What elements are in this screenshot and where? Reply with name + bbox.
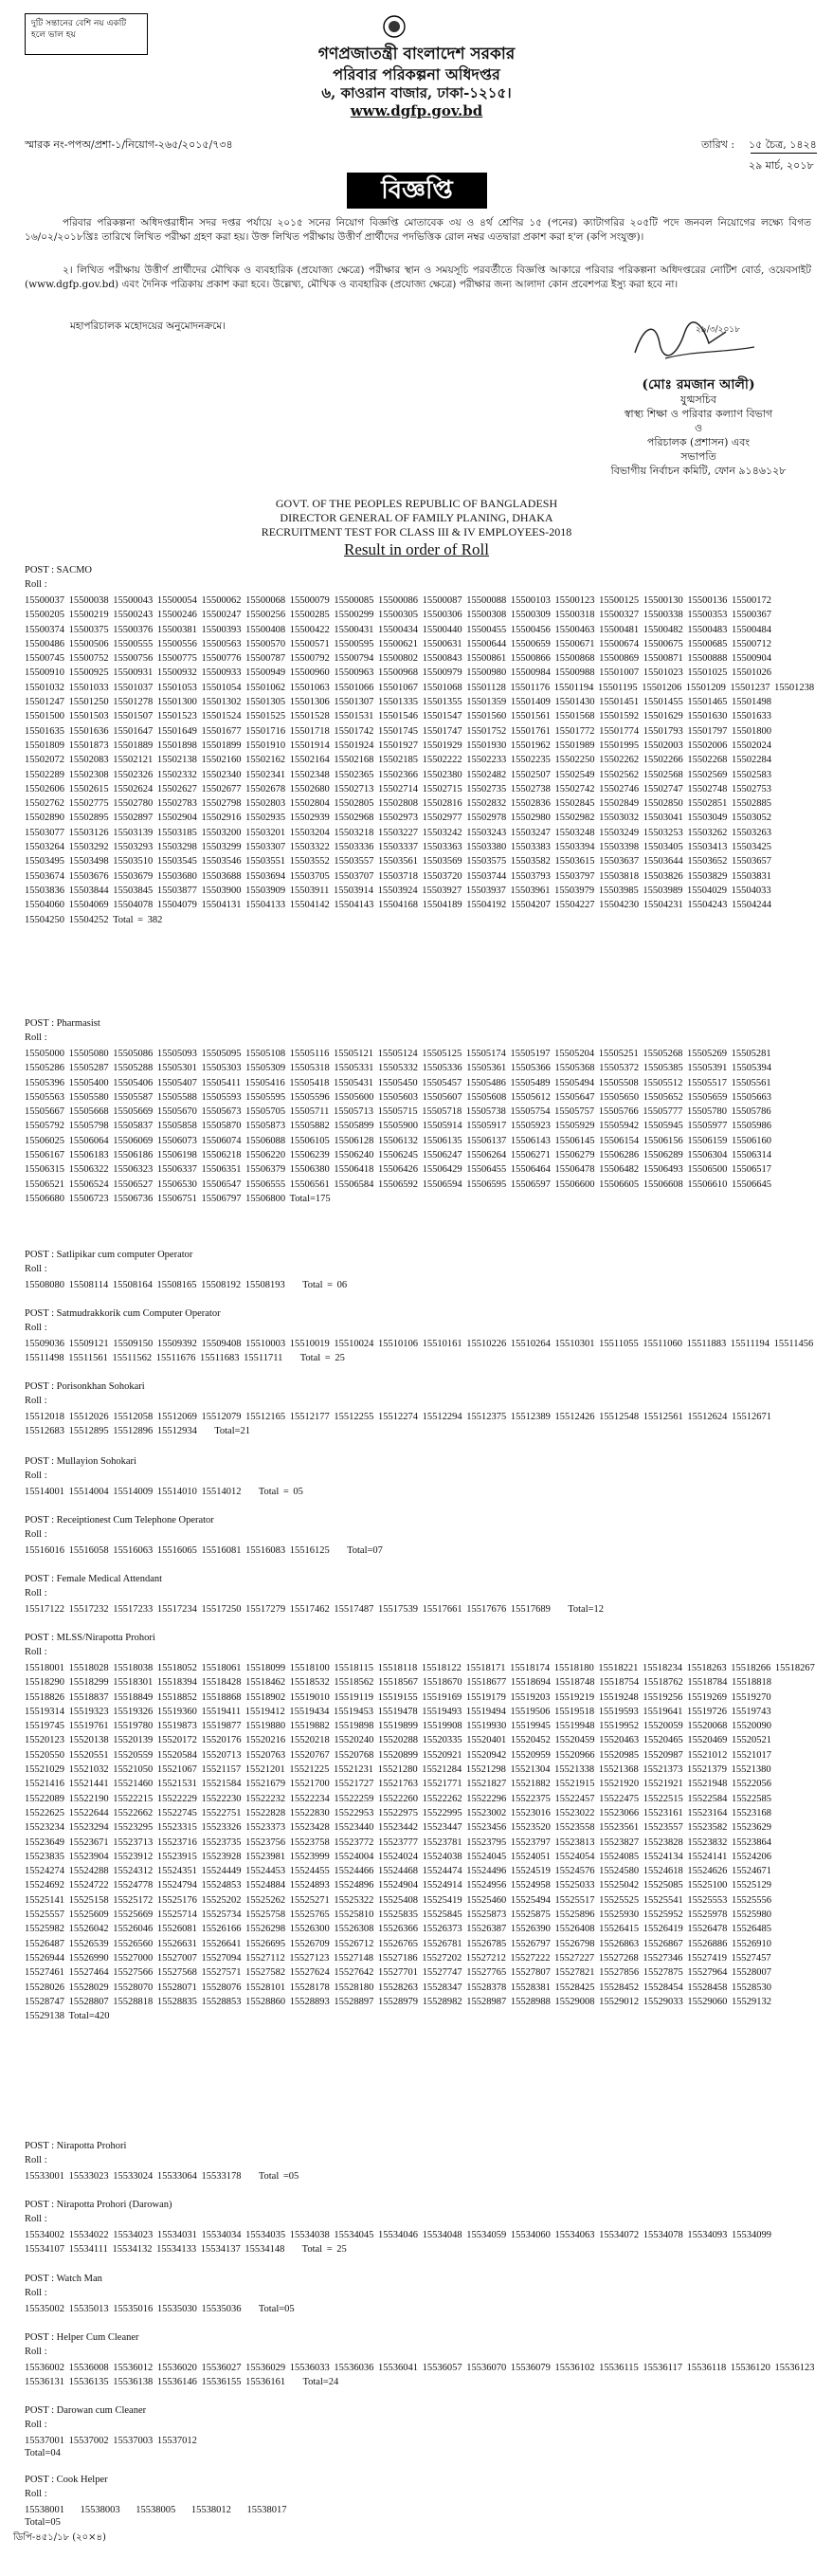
post-total: Total = 05 xyxy=(258,1487,303,1497)
post-total: Total=12 xyxy=(568,1604,605,1615)
roll-list: 15512018 15512026 15512058 15512069 15512079 15512165 15512177 15512255 15512274 15512294 15512375 15512389 15512426 15512548 15512561 15512624 15512671 15512683 15512895 15512896 15512934 xyxy=(25,1412,771,1437)
signer-title-2: স্বাস্থ্য শিক্ষা ও পরিবার কল্যাণ বিভাগ xyxy=(624,408,773,420)
post-total: Total=05 xyxy=(25,2517,61,2528)
post-title: POST : Pharmasist xyxy=(25,1018,100,1029)
date-bangla: ১৫ চৈত্র, ১৪২৪ xyxy=(749,138,817,151)
signature-image xyxy=(627,315,760,366)
signer-title-1: যুগ্মসচিব xyxy=(680,393,716,406)
post-title: POST : Helper Cum Cleaner xyxy=(25,2332,139,2343)
roll-list: 15516016 15516058 15516063 15516065 15516081 15516083 15516125 xyxy=(25,1545,330,1556)
date-label: তারিখ : xyxy=(701,138,735,151)
post-total: Total=420 xyxy=(68,2011,110,2022)
post-title: POST : Receiptionest Cum Telephone Operator xyxy=(25,1515,214,1526)
roll-label: Roll : xyxy=(25,1471,47,1481)
date-divider xyxy=(751,153,817,154)
post-title: POST : SACMO xyxy=(25,565,92,575)
paragraph-1: পরিবার পরিকল্পনা অধিদপ্তরাধীন সদর দপ্তর পর্যায়ে ২০১৫ সনের নিয়োগ বিজ্ঞপ্তি মোতাবেক ৩য় ও ৪র্থ শ্রেণির ১৫ (পনের) ক্যাটাগরির ২০৫টি পদে জনবল নিয়োগের লক্ষ্যে বিগত ১৬/০২/২০১৮খ্রিঃ তারিখে লিখিত পরীক্ষা গ্রহণ করা হয়। উক্ত লিখিত পরীক্ষায় উত্তীর্ণ প্রার্থীদের পদভিত্তিক রোল নম্বর এতদ্বারা প্রকাশ করা হ'ল (কপি সংযুক্ত)। xyxy=(25,217,811,243)
roll-label: Roll : xyxy=(25,1264,47,1274)
signer-title-3: ও xyxy=(694,422,703,434)
roll-label: Roll : xyxy=(25,2489,47,2499)
signature-date: ২৯/৩/২০১৮ xyxy=(696,325,740,335)
post-total: Total = 25 xyxy=(301,2244,347,2256)
roll-label: Roll : xyxy=(25,1588,47,1599)
post-total: Total=24 xyxy=(302,2377,339,2388)
roll-list: 15508080 15508114 15508164 15508165 15508192 15508193 xyxy=(25,1280,285,1290)
family-planning-slogan-box: দুটি সন্তানের বেশি নয় একটি হলে ভাল হয় xyxy=(25,13,148,55)
post-title: POST : Nirapotta Prohori xyxy=(25,2141,127,2151)
post-total: Total=04 xyxy=(25,2448,61,2458)
paragraph-2: ২। লিখিত পরীক্ষায় উত্তীর্ণ প্রার্থীদের মৌখিক ও ব্যবহারিক (প্রযোজ্য ক্ষেত্রে) পরীক্ষার স্থান ও সময়সূচি পরবর্তীতে বিজ্ঞপ্তি আকারে পরিবার পরিকল্পনা অধিদপ্তরের নোটিশ বোর্ড, ওয়েবসাইট (www.dgfp.gov.bd) এবং দৈনিক পত্রিকায় প্রকাশ করা হবে। উল্লেখ্য, মৌখিক ও ব্যবহারিক (প্রযোজ্য ক্ষেত্রে) পরীক্ষার জন্য আলাদা কোন প্রবেশপত্র ইস্যু করা হবে না। xyxy=(25,265,811,290)
post-title: POST : Mullayion Sohokari xyxy=(25,1456,136,1467)
post-total: Total=175 xyxy=(289,1193,331,1204)
roll-label: Roll : xyxy=(25,1396,47,1406)
post-title: POST : Watch Man xyxy=(25,2274,102,2284)
post-total: Total =05 xyxy=(258,2171,299,2182)
english-header-2: DIRECTOR GENERAL OF FAMILY PLANING, DHAKA xyxy=(280,511,553,524)
roll-list: 15505000 15505080 15505086 15505093 15505095 15505108 15505116 15505121 15505124 15505125 15505174 15505197 15505204 15505251 15505268 15505269 15505281 15505286 15505287 15505288 15505301 15505303 15505309 15505318 15505331 15505332 15505336 15505361 15505366 15505368 15505372 15505385 15505391 15505394 15505396 15505400 15505406 15505407 15505411 15505416 15505418 15505431 15505450 15505457 15505486 15505489 15505494 15505508 15505512 15505517 15505561 15505563 15505580 15505587 15505588 15505593 15505595 15505596 15505600 15505603 15505607 15505608 15505612 15505647 15505650 15505652 15505659 15505663 15505667 15505668 15505669 15505670 15505673 15505705 15505711 15505713 15505715 15505718 15505738 15505754 15505757 15505766 15505777 15505780 15505786 15505792 15505798 15505837 15505858 15505870 15505873 15505882 15505899 15505900 15505914 15505917 15505923 15505929 15505942 15505945 15505977 15505986 15506025 15506064 15506069 15506073 15506074 15506088 15506105 15506128 15506132 15506135 15506137 15506143 15506145 15506154 15506156 15506159 15506160 15506167 15506183 15506186 15506198 15506218 15506220 15506239 15506240 15506245 15506247 15506264 15506271 15506279 15506286 15506289 15506304 15506314 15506315 15506322 15506323 15506337 15506351 15506379 15506380 15506418 15506426 15506429 15506455 15506464 15506478 15506482 15506493 15506500 15506517 15506521 15506524 15506527 15506530 15506547 15506555 15506561 15506584 15506592 15506594 15506595 15506597 15506600 15506605 15506608 15506610 15506645 15506680 15506723 15506736 15506751 15506797 15506800 xyxy=(25,1049,771,1204)
signer-title-4: পরিচালক (প্রশাসন) এবং xyxy=(646,436,751,448)
roll-label: Roll : xyxy=(25,1032,47,1043)
roll-list: 15517122 15517232 15517233 15517234 15517250 15517279 15517462 15517487 15517539 15517661 15517676 15517689 xyxy=(25,1604,551,1615)
post-total: Total=05 xyxy=(258,2304,295,2314)
roll-list: 15509036 15509121 15509150 15509392 15509408 15510003 15510019 15510024 15510106 15510161 15510226 15510264 15510301 15511055 15511060 15511883 15511194 15511456 15511498 15511561 15511562 15511676 15511683 15511711 xyxy=(25,1339,814,1364)
english-header-3: RECRUITMENT TEST FOR CLASS III & IV EMPLOYEES-2018 xyxy=(261,525,572,539)
signer-title-6: বিভাগীয় নির্বাচন কমিটি, ফোন ৯১৪৬১২৮ xyxy=(610,465,787,477)
roll-list: 15518001 15518028 15518038 15518052 15518061 15518099 15518100 15518115 15518118 15518122 15518171 15518174 15518180 15518221 15518234 15518263 15518266 15518267 15518290 15518299 15518301 15518394 15518428 15518462 15518532 15518562 15518567 15518670 15518677 15518694 15518748 15518754 15518762 15518784 15518818 15518826 15518837 15518849 15518852 15518868 15518902 15519010 15519119 15519155 15519169 15519179 15519203 15519219 15519248 15519256 15519269 15519270 15519314 15519323 15519326 15519360 15519411 15519412 15519434 15519453 15519478 15519493 15519494 15519506 15519518 15519593 15519641 15519726 15519743 15519745 15519761 15519780 15519873 15519877 15519880 15519882 15519898 15519899 15519908 15519930 15519945 15519948 15519952 15520059 15520068 15520090 15520123 15520138 15520139 15520172 15520176 15520216 15520218 15520240 15520288 15520335 15520401 15520452 15520459 15520463 15520465 15520469 15520521 15520550 15520551 15520559 15520584 15520713 15520763 15520767 15520768 15520899 15520921 15520942 15520959 15520966 15520985 15520987 15521012 15521017 15521029 15521032 15521050 15521067 15521157 15521201 15521225 15521231 15521280 15521284 15521298 15521304 15521338 15521368 15521373 15521379 15521380 15521416 15521441 15521460 15521531 15521584 15521679 15521700 15521727 15521763 15521771 15521827 15521882 15521915 15521920 15521921 15521948 15522056 15522089 15522190 15522215 15522229 15522230 15522232 15522234 15522259 15522260 15522262 15522296 15522375 15522457 15522475 15522515 15522584 15522585 15522625 15522644 15522662 15522745 15522751 15522828 15522830 15522953 15522975 15522995 15523002 15523016 15523022 15523066 15523161 15523164 15523168 15523234 15523294 15523295 15523315 15523326 15523373 15523428 15523440 15523442 15523447 15523456 15523520 15523558 15523561 15523557 15523582 15523629 15523649 15523671 15523713 15523716 15523735 15523756 15523758 15523772 15523777 15523781 15523795 15523797 15523813 15523827 15523828 15523832 15523864 15523835 15523904 15523912 15523915 15523928 15523981 15523999 15524004 15524024 15524038 15524045 15524051 15524054 15524085 15524134 15524141 15524206 15524274 15524288 15524312 15524351 15524449 15524453 15524455 15524466 15524468 15524474 15524496 15524519 15524576 15524580 15524618 15524626 15524671 15524692 15524722 15524778 15524794 15524853 15524884 15524893 15524896 15524904 15524914 15524956 15524958 15525033 15525042 15525085 15525100 15525129 15525141 15525158 15525172 15525176 15525202 15525262 15525271 15525322 15525408 15525419 15525460 15525494 15525517 15525525 15525541 15525553 15525556 15525557 15525609 15525669 15525714 15525734 15525758 15525765 15525810 15525835 15525845 15525873 15525875 15525896 15525930 15525952 15525978 15525980 15525982 15526042 15526046 15526081 15526166 15526298 15526300 15526308 15526366 15526373 15526387 15526390 15526408 15526415 15526419 15526478 15526485 15526487 15526539 15526560 15526631 15526641 15526695 15526709 15526712 15526765 15526781 15526785 15526797 15526798 15526863 15526867 15526886 15526910 15526944 15526990 15527000 15527007 15527094 15527112 15527123 15527148 15527186 15527202 15527212 15527222 15527227 15527268 15527346 15527419 15527457 15527461 15527464 15527566 15527568 15527571 15527582 15527624 15527642 15527701 15527747 15527765 15527807 15527821 15527856 15527875 15527964 15528007 15528026 15528029 15528070 15528071 15528076 15528101 15528178 15528180 15528263 15528347 15528378 15528381 15528425 15528452 15528454 15528458 15528530 15528747 15528807 15528818 15528835 15528853 15528860 15528893 15528897 15528979 15528982 15528987 15528988 15529008 15529012 15529033 15529060 15529132 15529138 xyxy=(25,1663,815,2022)
roll-label: Roll : xyxy=(25,2420,47,2430)
roll-label: Roll : xyxy=(25,1323,47,1333)
approval-line: মহাপরিচালক মহোদয়ের অনুমোদনক্রমে। xyxy=(70,320,226,332)
post-title: POST : Cook Helper xyxy=(25,2475,108,2485)
roll-label: Roll : xyxy=(25,2347,47,2357)
post-title: POST : Female Medical Attendant xyxy=(25,1574,163,1584)
address: ৬, কাওরান বাজার, ঢাকা-১২১৫। xyxy=(321,84,512,101)
notice-title: বিজ্ঞপ্তি xyxy=(347,173,487,209)
roll-label: Roll : xyxy=(25,2214,47,2224)
roll-list: 15536002 15536008 15536012 15536020 15536027 15536029 15536033 15536036 15536041 15536057 15536070 15536079 15536102 15536115 15536117 15536118 15536120 15536123 15536131 15536135 15536138 15536146 15536155 15536161 xyxy=(25,2363,815,2388)
post-total: Total = 25 xyxy=(299,1353,345,1364)
post-total: Total=21 xyxy=(214,1426,251,1437)
post-total: Total = 06 xyxy=(302,1280,348,1290)
date-gregorian: ২৯ মার্চ, ২০১৮ xyxy=(749,159,814,172)
roll-label: Roll : xyxy=(25,2288,47,2298)
roll-list: 15538001 15538003 15538005 15538012 15538017 xyxy=(25,2505,287,2515)
government-seal-icon xyxy=(382,13,407,40)
post-title: POST : Darowan cum Cleaner xyxy=(25,2405,147,2416)
roll-list: 15533001 15533023 15533024 15533064 15533178 xyxy=(25,2171,242,2182)
post-title: POST : Satlipikar cum computer Operator xyxy=(25,1250,193,1260)
department-title: পরিবার পরিকল্পনা অধিদপ্তর xyxy=(333,65,500,83)
roll-label: Roll : xyxy=(25,1647,47,1657)
signer-name: (মোঃ রমজান আলী) xyxy=(642,377,755,393)
post-title: POST : MLSS/Nirapotta Prohori xyxy=(25,1633,155,1643)
roll-list: 15500037 15500038 15500043 15500054 15500062 15500068 15500079 15500085 15500086 15500087 15500088 15500103 15500123 15500125 15500130 15500136 15500172 15500205 15500219 15500243 15500246 15500247 15500256 15500285 15500299 15500305 15500306 15500308 15500309 15500318 15500327 15500338 15500353 15500367 15500374 15500375 15500376 15500381 15500393 15500408 15500422 15500431 15500434 15500440 15500455 15500456 15500463 15500481 15500482 15500483 15500484 15500486 15500506 15500555 15500556 15500563 15500570 15500571 15500595 15500621 15500631 15500644 15500659 15500671 15500674 15500675 15500685 15500712 15500745 15500752 15500756 15500775 15500776 15500787 15500792 15500794 15500802 15500843 15500861 15500866 15500868 15500869 15500871 15500888 15500904 15500910 15500925 15500931 15500932 15500933 15500949 15500960 15500963 15500968 15500979 15500980 15500984 15500988 15501007 15501023 15501025 15501026 15501032 15501033 15501037 15501053 15501054 15501062 15501063 15501066 15501067 15501068 15501128 15501176 15501194 15501195 15501206 15501209 15501237 15501238 15501247 15501250 15501278 15501300 15501302 15501305 15501306 15501307 15501335 15501355 15501359 15501409 15501430 15501451 15501455 15501465 15501498 15501500 15501503 15501507 15501523 15501524 15501525 15501528 15501531 15501546 15501547 15501560 15501561 15501568 15501592 15501629 15501630 15501633 15501635 15501636 15501647 15501649 15501677 15501716 15501718 15501742 15501745 15501747 15501752 15501761 15501772 15501774 15501793 15501797 15501800 15501809 15501873 15501889 15501898 15501899 15501910 15501914 15501924 15501927 15501929 15501930 15501962 15501989 15501995 15502003 15502006 15502024 15502072 15502083 15502121 15502138 15502160 15502162 15502164 15502168 15502185 15502222 15502233 15502235 15502250 15502262 15502266 15502268 15502284 15502289 15502308 15502326 15502332 15502340 15502341 15502348 15502365 15502366 15502380 15502482 15502507 15502549 15502562 15502568 15502569 15502583 15502606 15502615 15502624 15502627 15502677 15502678 15502680 15502713 15502714 15502715 15502735 15502738 15502742 15502746 15502747 15502748 15502753 15502762 15502775 15502780 15502783 15502798 15502803 15502804 15502805 15502808 15502816 15502832 15502836 15502845 15502849 15502850 15502851 15502885 15502890 15502895 15502897 15502904 15502916 15502935 15502939 15502968 15502973 15502977 15502978 15502980 15502982 15503032 15503041 15503049 15503052 15503077 15503126 15503139 15503185 15503200 15503201 15503204 15503218 15503227 15503242 15503243 15503247 15503248 15503249 15503253 15503262 15503263 15503264 15503292 15503293 15503298 15503299 15503307 15503322 15503336 15503337 15503363 15503380 15503383 15503394 15503398 15503405 15503413 15503425 15503495 15503498 15503510 15503545 15503546 15503551 15503552 15503557 15503561 15503569 15503575 15503582 15503615 15503637 15503644 15503652 15503657 15503674 15503676 15503679 15503680 15503688 15503694 15503705 15503707 15503718 15503720 15503744 15503793 15503797 15503818 15503826 15503829 15503831 15503836 15503844 15503845 15503877 15503900 15503909 15503911 15503914 15503924 15503927 15503937 15503961 15503979 15503985 15503989 15504029 15504033 15504060 15504069 15504078 15504079 15504131 15504133 15504142 15504143 15504168 15504189 15504192 15504207 15504227 15504230 15504231 15504243 15504244 15504250 15504252 xyxy=(25,595,815,925)
post-title: POST : Nirapotta Prohori (Darowan) xyxy=(25,2200,172,2210)
post-total: Total=07 xyxy=(347,1545,383,1556)
result-heading: Result in order of Roll xyxy=(344,540,489,558)
signer-title-5: সভাপতি xyxy=(680,450,716,463)
post-total: Total = 382 xyxy=(113,914,163,925)
website: www.dgfp.gov.bd xyxy=(350,102,483,119)
english-header-1: GOVT. OF THE PEOPLES REPUBLIC OF BANGLADESH xyxy=(275,497,558,510)
roll-label: Roll : xyxy=(25,1529,47,1540)
roll-label: Roll : xyxy=(25,2155,47,2165)
roll-list: 15537001 15537002 15537003 15537012 xyxy=(25,2436,197,2446)
roll-list: 15535002 15535013 15535016 15535030 15535036 xyxy=(25,2304,242,2314)
govt-title: গণপ্রজাতন্ত্রী বাংলাদেশ সরকার xyxy=(317,45,516,64)
post-title: POST : Porisonkhan Sohokari xyxy=(25,1381,145,1392)
memo-number: স্মারক নং-পপঅ/প্রশা-১/নিয়োগ-২৬৫/২০১৫/৭৩৪ xyxy=(25,138,233,151)
roll-list: 15514001 15514004 15514009 15514010 15514012 xyxy=(25,1487,242,1497)
notice-page xyxy=(13,13,820,2549)
roll-list: 15534002 15534022 15534023 15534031 15534034 15534035 15534038 15534045 15534046 15534048 15534059 15534060 15534063 15534072 15534078 15534093 15534099 15534107 15534111 15534132 15534133 15534137 15534148 xyxy=(25,2230,771,2256)
roll-label: Roll : xyxy=(25,579,47,590)
post-title: POST : Satmudrakkorik cum Computer Operator xyxy=(25,1308,221,1319)
print-code: ডিপি-৪৫১/১৮ (২০×৪) xyxy=(13,2532,106,2543)
